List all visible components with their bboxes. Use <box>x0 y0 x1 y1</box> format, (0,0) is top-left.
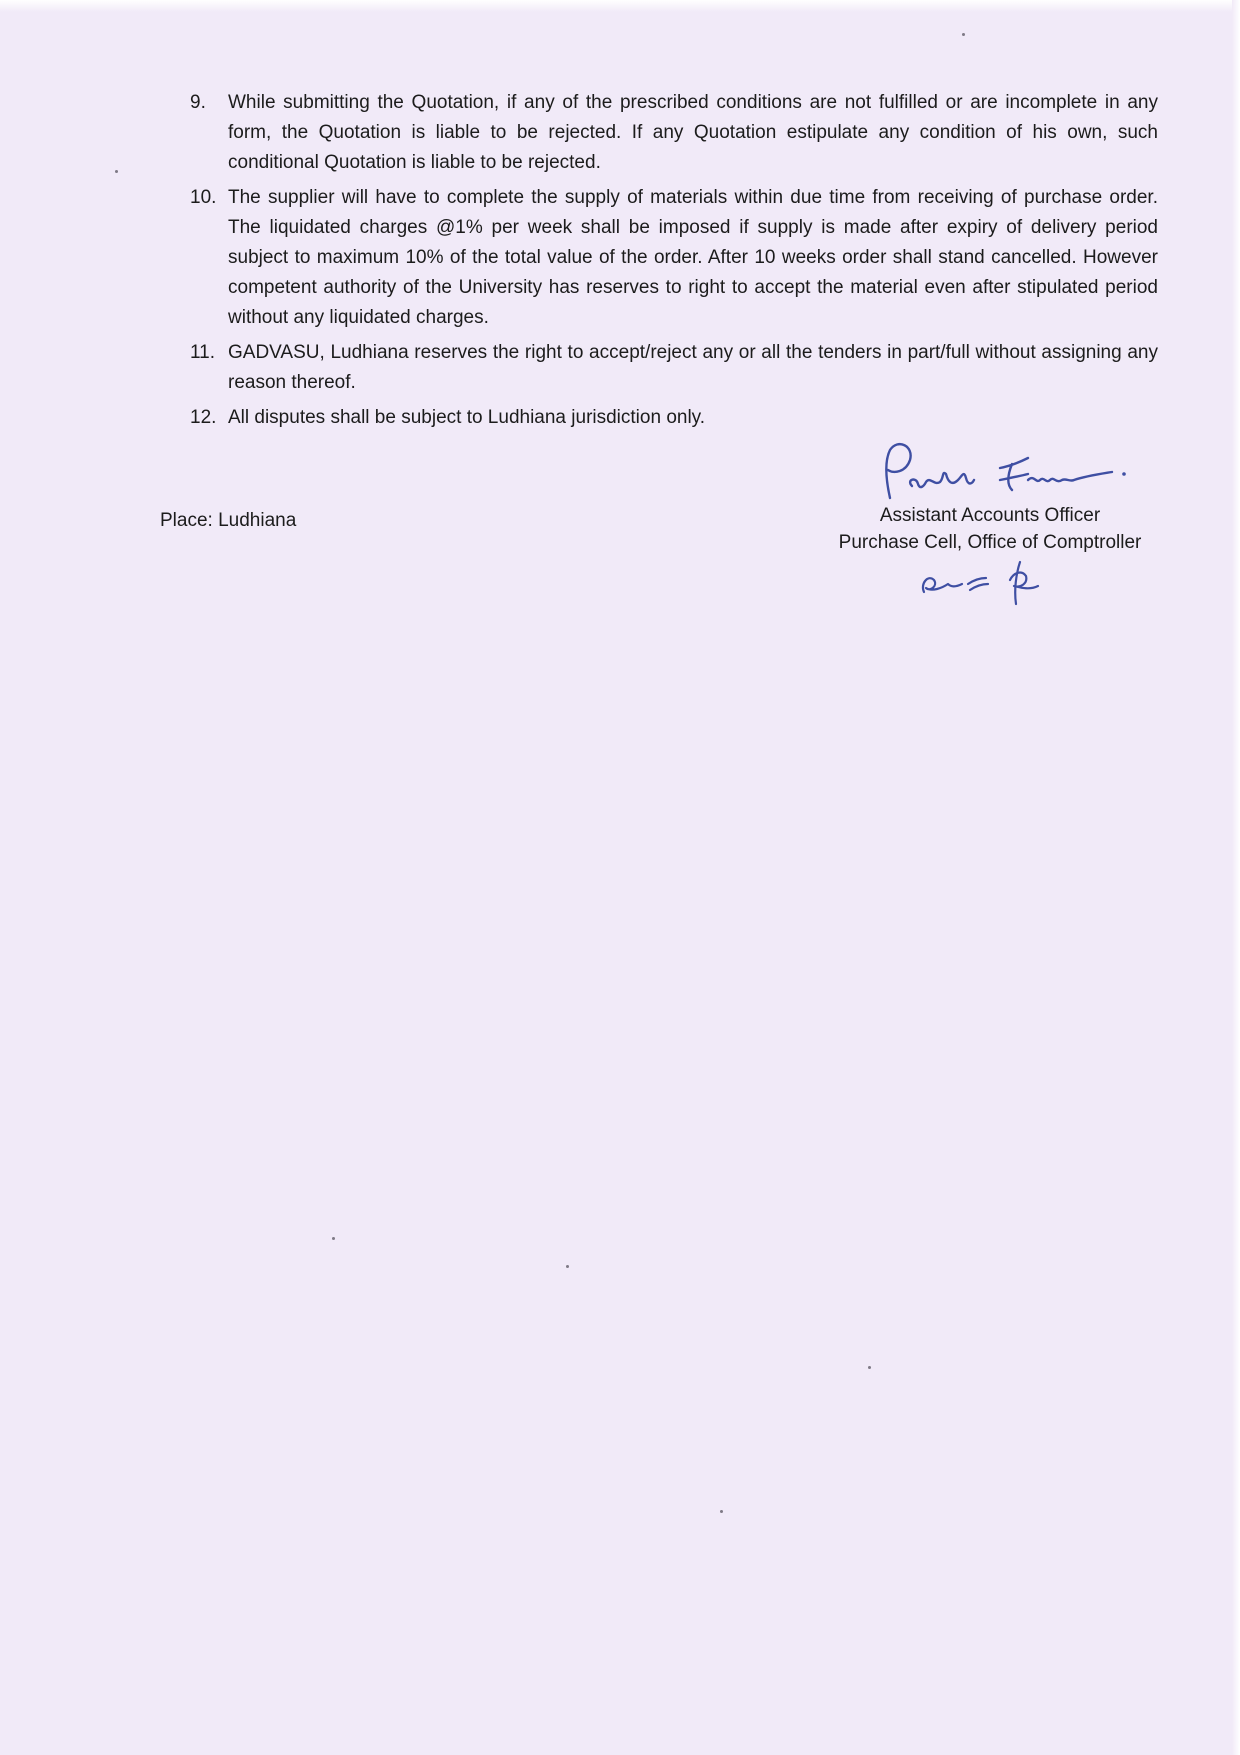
signature-block <box>810 440 1170 608</box>
place-label: Place: Ludhiana <box>160 510 297 531</box>
conditions-list <box>190 88 1158 438</box>
page-right-edge <box>1232 0 1240 1755</box>
condition-text: All disputes shall be subject to Ludhiana jurisdiction only. <box>228 407 706 428</box>
paper-speck <box>332 1237 335 1240</box>
paper-speck <box>566 1265 569 1268</box>
paper-speck <box>962 33 965 36</box>
condition-item-12 <box>190 403 1158 433</box>
paper-speck <box>868 1366 871 1369</box>
condition-text: GADVASU, Ludhiana reserves the right to accept/reject any or all the tenders in part/full without assigning any reason thereof. <box>228 342 1158 393</box>
handwritten-signature <box>850 440 1130 502</box>
signatory-designation: Assistant Accounts Officer <box>879 505 1101 526</box>
condition-number: 10. <box>190 187 217 208</box>
signatory-office: Purchase Cell, Office of Comptroller <box>838 532 1142 553</box>
page-top-edge <box>0 0 1240 12</box>
condition-text: While submitting the Quotation, if any of the prescribed conditions are not fulfilled or are incomplete in any form, the Quotation is liable to be rejected. If any Quotation estipulate any condition of his own, such conditional Quotation is liable to be rejected. <box>228 92 1158 173</box>
condition-text: The supplier will have to complete the supply of materials within due time from receiving of purchase order. The liquidated charges @1% per week shall be imposed if supply is made after expiry of delivery period subject to maximum 10% of the total value of the order. After 10 weeks order shall stand cancelled. However competent authority of the University has reserves to right to accept the material even after stipulated period without any liquidated charges. <box>228 187 1158 328</box>
condition-number: 12. <box>190 407 217 428</box>
handwritten-initials <box>910 558 1070 608</box>
paper-speck <box>115 170 118 173</box>
paper-speck <box>720 1510 723 1513</box>
condition-item-9 <box>190 88 1158 178</box>
condition-number: 9. <box>190 92 206 113</box>
condition-item-11 <box>190 338 1158 398</box>
condition-item-10 <box>190 183 1158 333</box>
condition-number: 11. <box>190 342 216 363</box>
